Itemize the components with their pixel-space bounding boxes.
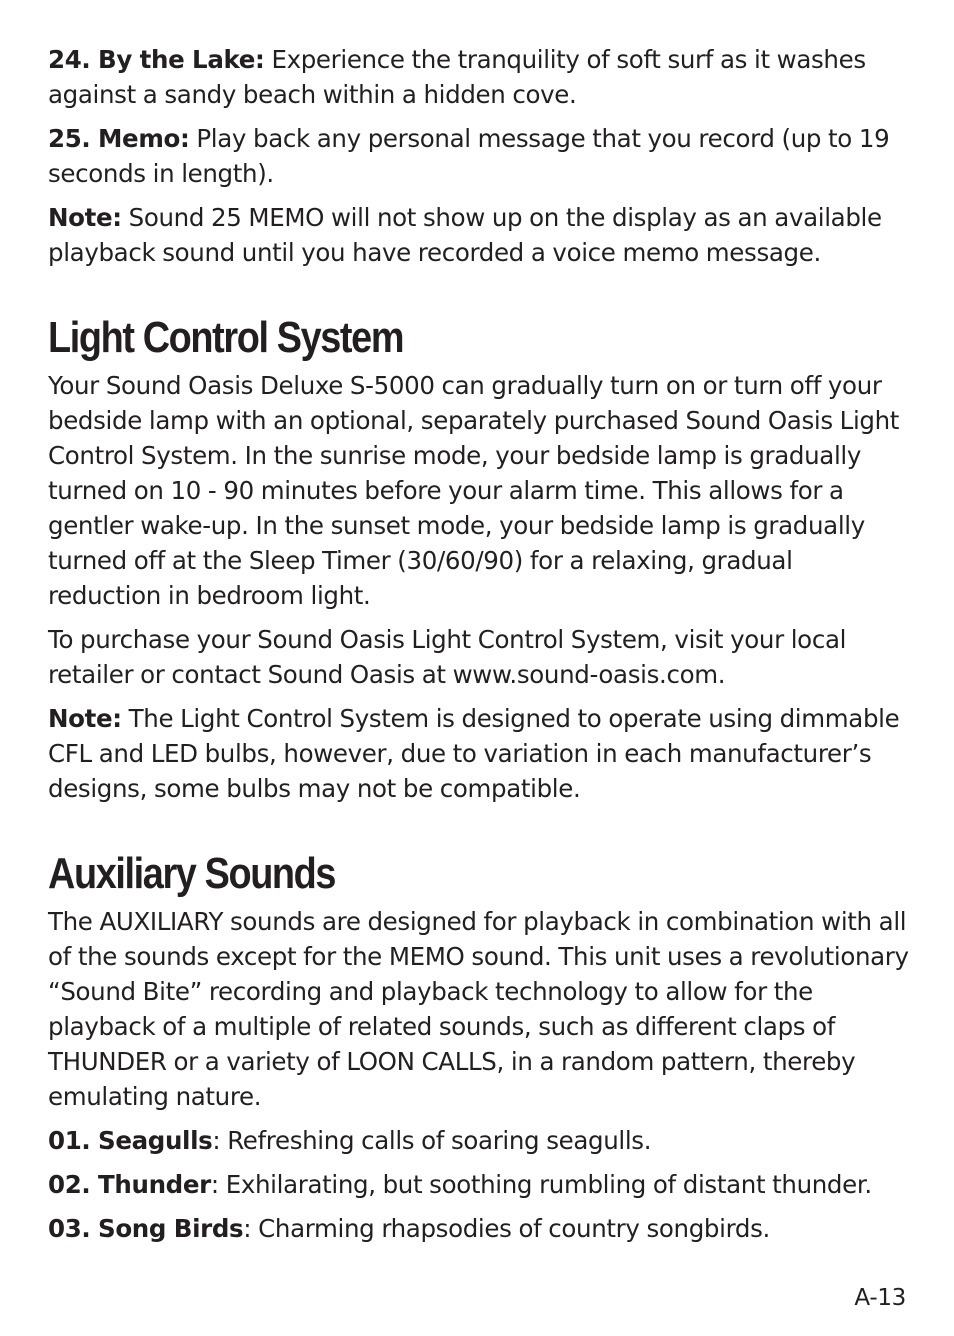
note-label: Note: — [48, 704, 122, 733]
auxiliary-intro: The AUXILIARY sounds are designed for playback in combination with all of the sounds except for the MEMO sound. This unit uses a revolutionary “Sound Bite” recording and playback technology to allow for the playback of a multiple of related sounds, such as different claps of THUNDER or a variety of LOON CALLS, in a random pattern, thereby emulating nature. — [48, 907, 909, 1111]
light-control-heading: Light Control System — [48, 313, 404, 362]
page-number: A-13 — [854, 1285, 906, 1311]
item-text: Play back any personal message that you record (up to 19 seconds in length). — [48, 124, 890, 188]
item-label: 25. Memo: — [48, 124, 190, 153]
light-control-note — [48, 701, 910, 806]
light-control-purchase-info: To purchase your Sound Oasis Light Control System, visit your local retailer or contact Sound Oasis at www.sound-oasis.com. — [48, 625, 847, 689]
item-label: 02. Thunder — [48, 1170, 211, 1199]
item-text: : Exhilarating, but soothing rumbling of distant thunder. — [210, 1170, 872, 1199]
item-text: Experience the tranquility of soft surf as it washes against a sandy beach within a hidden cove. — [48, 45, 866, 109]
item-label: 03. Song Birds — [48, 1214, 244, 1243]
item-text: : Charming rhapsodies of country songbirds. — [243, 1214, 770, 1243]
auxiliary-sounds-heading: Auxiliary Sounds — [48, 849, 336, 898]
item-label: 01. Seagulls — [48, 1126, 213, 1155]
item-text: : Refreshing calls of soaring seagulls. — [212, 1126, 652, 1155]
item-label: 24. By the Lake: — [48, 45, 265, 74]
sound-item-memo — [48, 121, 910, 191]
light-control-description: Your Sound Oasis Deluxe S-5000 can gradually turn on or turn off your bedside lamp with an optional, separately purchased Sound Oasis Light Control System. In the sunrise mode, your bedside lamp is gradually turned on 10 - 90 minutes before your alarm time. This allows for a gentler wake-up. In the sunset mode, your bedside lamp is gradually turned off at the Sleep Timer (30/60/90) for a relaxing, gradual reduction in bedroom light. — [48, 371, 900, 610]
auxiliary-item-song-birds — [48, 1211, 910, 1246]
page-content — [48, 42, 910, 1255]
auxiliary-item-thunder — [48, 1167, 910, 1202]
sound-item-by-the-lake — [48, 42, 910, 112]
memo-note — [48, 200, 910, 270]
note-label: Note: — [48, 203, 122, 232]
note-text: The Light Control System is designed to operate using dimmable CFL and LED bulbs, however, due to variation in each manufacturer’s designs, some bulbs may not be compatible. — [48, 704, 900, 803]
note-text: Sound 25 MEMO will not show up on the display as an available playback sound until you have recorded a voice memo message. — [48, 203, 882, 267]
auxiliary-item-seagulls — [48, 1123, 910, 1158]
